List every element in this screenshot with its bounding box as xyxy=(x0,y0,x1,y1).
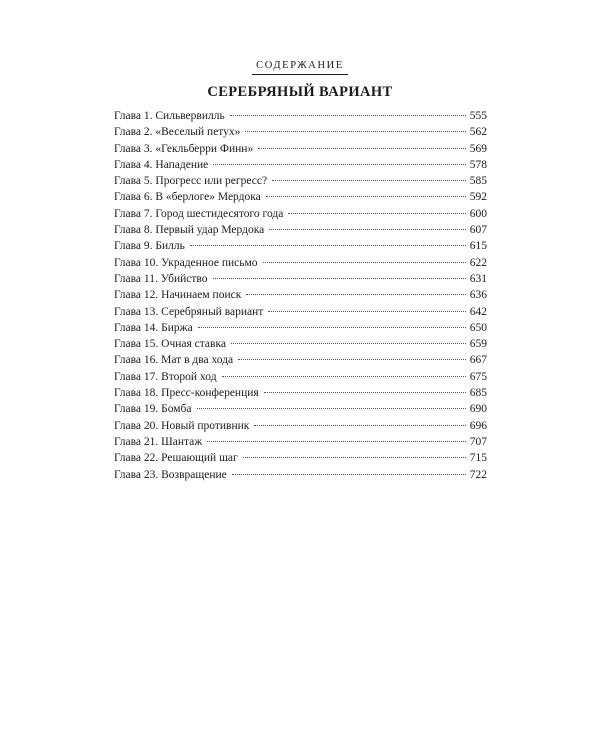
toc-entry-page-number: 555 xyxy=(469,110,487,122)
toc-entry-title: Глава 7. Город шестидесятого года xyxy=(114,207,284,220)
toc-entry[interactable] xyxy=(114,450,487,466)
toc-entry-title: Глава 18. Пресс-конференция xyxy=(114,387,259,400)
toc-entry-page-number: 585 xyxy=(469,175,487,188)
dot-leader xyxy=(268,311,465,312)
toc-entry-title: Глава 1. Сильвервилль xyxy=(114,110,225,122)
toc-entry-title: Глава 2. «Веселый петух» xyxy=(114,126,241,139)
toc-entry-title: Глава 6. В «берлоге» Мердока xyxy=(114,191,261,204)
toc-entry-page-number: 659 xyxy=(469,338,487,351)
toc-entry-title: Глава 13. Серебряный вариант xyxy=(114,305,264,318)
toc-entry[interactable] xyxy=(114,141,487,157)
toc-entry[interactable] xyxy=(114,418,487,434)
toc-entry-page-number: 615 xyxy=(469,240,487,253)
toc-entry[interactable] xyxy=(114,189,487,205)
toc-entry-title: Глава 22. Решающий шаг xyxy=(114,452,238,465)
toc-entry-page-number: 578 xyxy=(469,158,487,171)
toc-entry[interactable] xyxy=(114,401,487,417)
toc-entry-page-number: 707 xyxy=(469,435,487,448)
toc-entry[interactable] xyxy=(114,271,487,287)
dot-leader xyxy=(207,441,466,442)
toc-entry-title: Глава 3. «Гекльберри Финн» xyxy=(114,142,254,155)
toc-entry[interactable] xyxy=(114,320,487,336)
dot-leader xyxy=(264,392,466,393)
dot-leader xyxy=(231,343,466,344)
dot-leader xyxy=(245,131,465,132)
section-title: СЕРЕБРЯНЫЙ ВАРИАНТ xyxy=(207,84,393,100)
toc-entry-page-number: 600 xyxy=(469,207,487,220)
toc-entry[interactable] xyxy=(114,206,487,222)
toc-entry-page-number: 675 xyxy=(469,370,487,383)
toc-entry-page-number: 650 xyxy=(469,321,487,334)
dot-leader xyxy=(269,229,466,230)
toc-entry[interactable] xyxy=(114,222,487,238)
toc-entry-title: Глава 23. Возвращение xyxy=(114,468,227,481)
dot-leader xyxy=(190,245,466,246)
toc-entry-title: Глава 9. Билль xyxy=(114,240,185,253)
toc-entry-page-number: 631 xyxy=(469,272,487,285)
toc-entry-title: Глава 15. Очная ставка xyxy=(114,338,226,351)
dot-leader xyxy=(272,180,466,181)
dot-leader xyxy=(213,278,466,279)
dot-leader xyxy=(258,148,466,149)
dot-leader xyxy=(288,213,465,214)
running-title: СОДЕРЖАНИЕ xyxy=(252,60,348,75)
toc-entry-page-number: 622 xyxy=(469,256,487,269)
toc-entry[interactable] xyxy=(114,385,487,401)
dot-leader xyxy=(266,196,466,197)
toc-entry-title: Глава 4. Нападение xyxy=(114,158,209,171)
toc-entry[interactable] xyxy=(114,336,487,352)
toc-entry-title: Глава 8. Первый удар Мердока xyxy=(114,224,265,237)
toc-entry[interactable] xyxy=(114,157,487,173)
toc-entry[interactable] xyxy=(114,173,487,189)
toc-entry-title: Глава 16. Мат в два хода xyxy=(114,354,234,367)
toc-entry-page-number: 607 xyxy=(469,224,487,237)
dot-leader xyxy=(246,294,465,295)
toc-entry[interactable] xyxy=(114,467,487,483)
toc-entry-page-number: 690 xyxy=(469,403,487,416)
toc-entry-title: Глава 10. Украденное письмо xyxy=(114,256,258,269)
dot-leader xyxy=(230,115,466,116)
toc-entry-page-number: 569 xyxy=(469,142,487,155)
toc-entry-title: Глава 20. Новый противник xyxy=(114,419,250,432)
dot-leader xyxy=(243,457,466,458)
toc-entry-title: Глава 12. Начинаем поиск xyxy=(114,289,242,302)
toc-entry-page-number: 696 xyxy=(469,419,487,432)
toc-entry-title: Глава 11. Убийство xyxy=(114,272,208,285)
page-header xyxy=(0,55,600,75)
dot-leader xyxy=(232,474,466,475)
toc-entry-page-number: 636 xyxy=(469,289,487,302)
toc-entry-page-number: 722 xyxy=(469,468,487,481)
table-of-contents xyxy=(114,108,487,483)
toc-entry-page-number: 642 xyxy=(469,305,487,318)
toc-entry[interactable] xyxy=(114,108,487,124)
toc-entry-title: Глава 14. Биржа xyxy=(114,321,193,334)
toc-entry[interactable] xyxy=(114,238,487,254)
toc-entry-page-number: 562 xyxy=(469,126,487,139)
toc-entry[interactable] xyxy=(114,287,487,303)
toc-entry[interactable] xyxy=(114,369,487,385)
toc-entry-title: Глава 17. Второй ход xyxy=(114,370,217,383)
dot-leader xyxy=(197,408,466,409)
toc-entry-page-number: 667 xyxy=(469,354,487,367)
toc-entry-title: Глава 5. Прогресс или регресс? xyxy=(114,175,268,188)
dot-leader xyxy=(222,376,466,377)
dot-leader xyxy=(198,327,466,328)
toc-entry-page-number: 685 xyxy=(469,387,487,400)
toc-entry-page-number: 592 xyxy=(469,191,487,204)
dot-leader xyxy=(263,262,466,263)
dot-leader xyxy=(238,359,466,360)
toc-entry[interactable] xyxy=(114,352,487,368)
toc-entry[interactable] xyxy=(114,304,487,320)
toc-entry[interactable] xyxy=(114,255,487,271)
dot-leader xyxy=(213,164,465,165)
toc-entry-title: Глава 21. Шантаж xyxy=(114,435,203,448)
toc-entry[interactable] xyxy=(114,124,487,140)
toc-entry[interactable] xyxy=(114,434,487,450)
dot-leader xyxy=(254,425,465,426)
toc-entry-title: Глава 19. Бомба xyxy=(114,403,192,416)
toc-entry-page-number: 715 xyxy=(469,452,487,465)
